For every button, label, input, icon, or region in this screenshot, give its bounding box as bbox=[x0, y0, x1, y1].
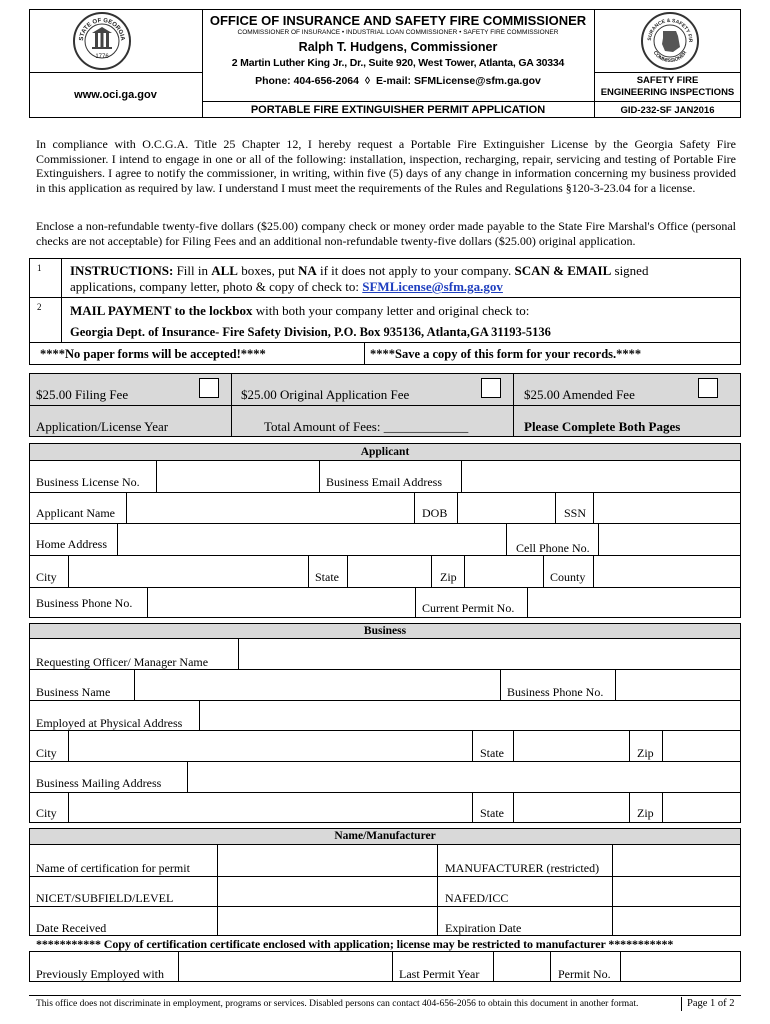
business-license-input[interactable] bbox=[157, 461, 319, 491]
no-paper-notice: ****No paper forms will be accepted!**** bbox=[40, 347, 266, 361]
total-fees-text: Total Amount of Fees: bbox=[264, 419, 381, 434]
nafed-input[interactable] bbox=[613, 877, 740, 905]
applicant-business-phone-input[interactable] bbox=[148, 588, 415, 617]
nicet-label: NICET/SUBFIELD/LEVEL bbox=[36, 891, 174, 905]
header-mid-rule-right bbox=[594, 72, 741, 73]
manufacturer-input[interactable] bbox=[613, 845, 740, 875]
requesting-officer-input[interactable] bbox=[239, 639, 740, 668]
instruction-number-2: 2 bbox=[37, 302, 42, 312]
business-email-label: Business Email Address bbox=[326, 475, 442, 489]
last-permit-year-label: Last Permit Year bbox=[399, 967, 480, 981]
footer-rule bbox=[29, 995, 741, 996]
contact-line bbox=[202, 75, 594, 87]
business-phone-label: Business Phone No. bbox=[507, 685, 604, 699]
home-address-input[interactable] bbox=[118, 524, 506, 554]
diamond-separator-icon: ◊ bbox=[364, 75, 371, 87]
business-name-input[interactable] bbox=[135, 670, 500, 699]
date-received-input[interactable] bbox=[218, 907, 436, 935]
email-label: E-mail: bbox=[376, 75, 412, 87]
right-seal-bottom: COMMISSIONER bbox=[651, 50, 689, 65]
physical-address-input[interactable] bbox=[200, 701, 740, 729]
business-state-label: State bbox=[480, 746, 504, 760]
instruction-1-text-a: Fill in bbox=[173, 263, 212, 278]
instruction-1-text-b: boxes, put bbox=[237, 263, 298, 278]
instruction-1-line-2 bbox=[70, 279, 503, 295]
fees-col-2 bbox=[513, 373, 514, 437]
division-line-2: ENGINEERING INSPECTIONS bbox=[600, 87, 735, 98]
previously-employed-label: Previously Employed with bbox=[36, 967, 164, 981]
amended-fee-label: $25.00 Amended Fee bbox=[524, 387, 635, 402]
office-email[interactable]: SFMLicense@sfm.ga.gov bbox=[413, 75, 541, 87]
date-received-label: Date Received bbox=[36, 921, 107, 935]
license-year-label[interactable]: Application/License Year bbox=[36, 419, 169, 434]
business-email-input[interactable] bbox=[462, 461, 740, 491]
mailing-zip-input[interactable] bbox=[663, 793, 740, 822]
instruction-1-all: ALL bbox=[211, 263, 238, 278]
previously-employed-input[interactable] bbox=[179, 952, 392, 981]
applicant-city-label: City bbox=[36, 570, 57, 584]
applicant-title: Applicant bbox=[360, 446, 410, 458]
left-seal-text: STATE OF GEORGIA bbox=[78, 17, 126, 42]
instruction-1-heading: INSTRUCTIONS: bbox=[70, 263, 174, 278]
expiration-date-label: Expiration Date bbox=[445, 921, 522, 935]
office-phone: Phone: 404-656-2064 bbox=[255, 75, 359, 87]
georgia-seal-icon bbox=[73, 12, 131, 70]
complete-both-pages: Please Complete Both Pages bbox=[524, 419, 681, 434]
instruction-1-na: NA bbox=[297, 263, 317, 278]
lockbox-address: Georgia Dept. of Insurance- Fire Safety Division, P.O. Box 935136, Atlanta,GA 31193-5136 bbox=[70, 325, 551, 339]
instruction-2-heading: MAIL PAYMENT to the lockbox bbox=[70, 303, 253, 318]
instruction-2-text: with both your company letter and original check to: bbox=[252, 303, 530, 318]
cell-phone-label: Cell Phone No. bbox=[516, 541, 590, 555]
total-fees-label[interactable] bbox=[264, 419, 468, 435]
business-city-label: City bbox=[36, 746, 57, 760]
applicant-name-label: Applicant Name bbox=[36, 506, 115, 520]
header-mid-rule-left bbox=[29, 72, 202, 73]
fees-mid-rule bbox=[29, 405, 741, 406]
instruction-1-text-c: if it does not apply to your company. bbox=[316, 263, 515, 278]
permit-no-input[interactable] bbox=[621, 952, 740, 981]
right-seal-text: SURANCE & SAFETY FIR bbox=[646, 17, 694, 43]
certification-label: Name of certification for permit bbox=[36, 861, 190, 875]
business-zip-input[interactable] bbox=[663, 731, 740, 760]
business-state-input[interactable] bbox=[514, 731, 629, 760]
ssn-label: SSN bbox=[564, 506, 587, 520]
applicant-state-input[interactable] bbox=[348, 556, 431, 586]
mailing-address-label: Business Mailing Address bbox=[36, 776, 162, 790]
applicant-city-input[interactable] bbox=[69, 556, 308, 586]
original-fee-label: $25.00 Original Application Fee bbox=[241, 387, 410, 402]
business-city-input[interactable] bbox=[69, 731, 472, 760]
notice-divider bbox=[364, 342, 365, 365]
dob-input[interactable] bbox=[458, 493, 555, 522]
form-title: PORTABLE FIRE EXTINGUISHER PERMIT APPLICATION bbox=[250, 104, 546, 116]
current-permit-input[interactable] bbox=[528, 588, 740, 617]
physical-address-label: Employed at Physical Address bbox=[36, 716, 183, 730]
original-fee-checkbox[interactable] bbox=[481, 378, 501, 398]
footer-disclaimer: This office does not discriminate in employment, programs or services. Disabled persons can contact 404-656-2056 to obtain this document in another format. bbox=[36, 999, 639, 1009]
applicant-business-phone-label: Business Phone No. bbox=[36, 596, 133, 610]
commissioner-roles: COMMISSIONER OF INSURANCE • INDUSTRIAL LOAN COMMISSIONER • SAFETY FIRE COMMISSIONER bbox=[237, 29, 559, 36]
office-address: 2 Martin Luther King Jr., Dr., Suite 920, West Tower, Atlanta, GA 30334 bbox=[231, 57, 565, 69]
instruction-2 bbox=[70, 303, 529, 319]
amended-fee-checkbox[interactable] bbox=[698, 378, 718, 398]
business-zip-label: Zip bbox=[637, 746, 654, 760]
total-fees-blank[interactable]: _____________ bbox=[383, 419, 469, 434]
instructions-number-col bbox=[61, 258, 62, 342]
manufacturer-label: MANUFACTURER (restricted) bbox=[445, 861, 600, 875]
page-number: Page 1 of 2 bbox=[687, 998, 735, 1009]
certification-input[interactable] bbox=[218, 845, 436, 875]
expiration-date-input[interactable] bbox=[613, 907, 740, 935]
permit-no-label: Permit No. bbox=[558, 967, 611, 981]
applicant-name-input[interactable] bbox=[127, 493, 413, 522]
division-line-1: SAFETY FIRE bbox=[636, 75, 699, 86]
county-input[interactable] bbox=[594, 556, 740, 586]
applicant-zip-input[interactable] bbox=[465, 556, 543, 586]
ssn-input[interactable] bbox=[594, 493, 740, 522]
mailing-state-input[interactable] bbox=[514, 793, 629, 822]
business-title: Business bbox=[363, 625, 407, 637]
mailing-city-input[interactable] bbox=[69, 793, 472, 822]
header-low-rule bbox=[202, 101, 594, 102]
business-name-label: Business Name bbox=[36, 685, 111, 699]
county-label: County bbox=[550, 570, 586, 584]
mailing-address-input[interactable] bbox=[188, 762, 740, 791]
insurance-seal-icon bbox=[641, 12, 699, 70]
instruction-email-link[interactable]: SFMLicense@sfm.ga.gov bbox=[362, 279, 503, 294]
certificate-copy-note: *********** Copy of certification certificate enclosed with application; license may be restricted to manufacturer *********** bbox=[36, 937, 674, 951]
filing-fee-label: $25.00 Filing Fee bbox=[36, 387, 129, 402]
instructions-row-rule bbox=[29, 297, 741, 298]
dob-label: DOB bbox=[422, 506, 448, 520]
applicant-state-label: State bbox=[315, 570, 339, 584]
current-permit-label: Current Permit No. bbox=[422, 601, 515, 615]
manufacturer-title: Name/Manufacturer bbox=[334, 830, 436, 842]
business-license-label: Business License No. bbox=[36, 475, 140, 489]
nicet-input[interactable] bbox=[218, 877, 436, 905]
mailing-state-label: State bbox=[480, 806, 504, 820]
instruction-1 bbox=[70, 263, 648, 279]
home-address-label: Home Address bbox=[36, 537, 107, 551]
filing-fee-checkbox[interactable] bbox=[199, 378, 219, 398]
applicant-zip-label: Zip bbox=[440, 570, 457, 584]
mailing-city-label: City bbox=[36, 806, 57, 820]
business-phone-input[interactable] bbox=[616, 670, 740, 699]
footer-divider bbox=[681, 997, 682, 1011]
header-right-low-rule bbox=[594, 101, 741, 102]
left-seal-year: 1776 bbox=[95, 54, 109, 60]
last-permit-year-input[interactable] bbox=[494, 952, 550, 981]
save-copy-notice: ****Save a copy of this form for your records.**** bbox=[370, 347, 642, 361]
nafed-label: NAFED/ICC bbox=[445, 891, 509, 905]
office-title: OFFICE OF INSURANCE AND SAFETY FIRE COMMISSIONER bbox=[209, 13, 587, 28]
commissioner-name: Ralph T. Hudgens, Commissioner bbox=[298, 40, 498, 54]
fee-paragraph: Enclose a non-refundable twenty-five dollars ($25.00) company check or money order made payable to the State Fire Marshal's Office (personal checks are not acceptable) for Filing Fees and an additional non-refundable twenty-five dollars ($25.00) original application. bbox=[36, 219, 736, 248]
instruction-1-line-2-text: applications, company letter, photo & copy of check to: bbox=[70, 279, 363, 294]
instruction-1-text-d: signed bbox=[611, 263, 649, 278]
mailing-zip-label: Zip bbox=[637, 806, 654, 820]
instruction-number-1: 1 bbox=[37, 263, 42, 273]
form-code: GID-232-SF JAN2016 bbox=[620, 105, 715, 116]
requesting-officer-label: Requesting Officer/ Manager Name bbox=[36, 655, 209, 669]
intro-paragraph: In compliance with O.C.G.A. Title 25 Chapter 12, I hereby request a Portable Fire Extinguisher License by the Georgia Safety Fire Commissioner. I intend to engage in one or all of the following: installation, inspection, recharging, repair, servicing and testing of Portable Fire Extinguishers. I agree to notify the commissioner, in writing, within five (5) days of any change in information concerning my business provided in this application as required by law. I understand I must meet the requirements of the Rules and Regulations §120-3-23.04 for a license. bbox=[36, 137, 736, 195]
instructions-notice-rule bbox=[29, 342, 741, 343]
fees-col-1 bbox=[231, 373, 232, 437]
instruction-1-scan: SCAN & EMAIL bbox=[514, 263, 612, 278]
cell-phone-input[interactable] bbox=[599, 524, 740, 554]
website-link[interactable]: www.oci.ga.gov bbox=[74, 89, 157, 101]
